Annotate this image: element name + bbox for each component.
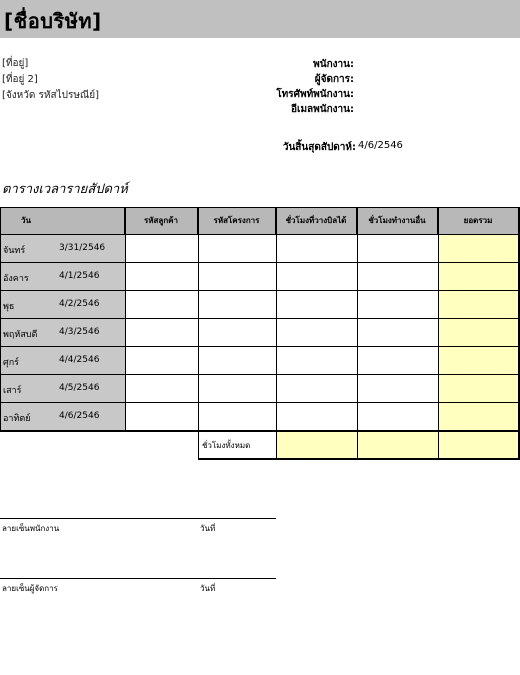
day-date: 4/4/2546 [59,355,100,365]
day-row-tuesday [1,263,125,290]
day-date: 3/31/2546 [59,243,106,253]
day-date: 4/1/2546 [59,271,100,281]
employee-signature-date-label: วันที่ [200,524,216,533]
day-name: จันทร์ [3,246,26,256]
total-hours-label: ชั่วโมงทั้งหมด [202,441,251,450]
address-line-3[interactable]: [จังหวัด รหัสไปรษณีย์] [2,90,99,101]
column-divider [198,207,199,460]
week-ending-value[interactable]: 4/6/2546 [358,140,403,151]
day-name: เสาร์ [3,386,22,396]
employee-phone-label: โทรศัพท์พนักงาน: [276,89,354,100]
address-line-2[interactable]: [ที่อยู่ 2] [2,74,38,85]
column-header-project-code: รหัสโครงการ [198,207,276,235]
day-date: 4/3/2546 [59,327,100,337]
table-header-divider [0,234,520,235]
company-name[interactable]: [ชื่อบริษัท] [4,9,102,33]
column-header-day: วัน [1,207,125,235]
table-top-border [0,207,520,208]
column-header-total: ยอดรวม [438,207,519,235]
day-row-monday [1,235,125,262]
day-date: 4/5/2546 [59,383,100,393]
table-bottom-border [0,430,520,432]
day-row-thursday [1,319,125,346]
total-billable-hours-cell[interactable] [277,431,357,458]
total-other-hours-cell[interactable] [358,431,438,458]
row-divider [0,262,520,263]
address-line-1[interactable]: [ที่อยู่] [2,58,29,69]
row-divider [0,318,520,319]
manager-signature-date-label: วันที่ [200,584,216,593]
day-row-saturday [1,375,125,402]
day-row-friday [1,347,125,374]
row-divider [0,402,520,403]
employee-signature-line[interactable] [0,518,276,519]
day-name: พฤหัสบดี [3,330,38,340]
column-divider [276,207,277,460]
employee-email-label: อีเมลพนักงาน: [291,104,354,115]
day-name: ศุกร์ [3,358,19,368]
column-header-customer-code: รหัสลูกค้า [125,207,198,235]
day-name: พุธ [3,302,15,312]
manager-signature-line[interactable] [0,578,276,579]
row-divider [0,290,520,291]
day-name: อังคาร [3,274,29,284]
employee-label: พนักงาน: [313,59,354,70]
grand-total-cell[interactable] [439,431,519,458]
day-date: 4/6/2546 [59,411,100,421]
row-divider [0,346,520,347]
column-header-billable-hours: ชั่วโมงที่วางบิลได้ [276,207,357,235]
manager-signature-label: ลายเซ็นผู้จัดการ [2,584,58,593]
day-name: อาทิตย์ [3,414,31,424]
column-divider [438,207,439,460]
week-ending-label: วันสิ้นสุดสัปดาห์: [282,142,356,153]
column-divider [357,207,358,460]
column-divider [125,207,126,431]
totals-row-bottom-border [198,458,520,460]
day-date: 4/2/2546 [59,299,100,309]
row-divider [0,374,520,375]
day-row-wednesday [1,291,125,318]
day-row-sunday [1,403,125,430]
manager-label: ผู้จัดการ: [314,74,354,85]
employee-signature-label: ลายเซ็นพนักงาน [2,524,60,533]
column-header-other-hours: ชั่วโมงทำงานอื่น [357,207,438,235]
table-left-border [0,207,1,431]
timesheet-title: ตารางเวลารายสัปดาห์ [2,182,128,197]
